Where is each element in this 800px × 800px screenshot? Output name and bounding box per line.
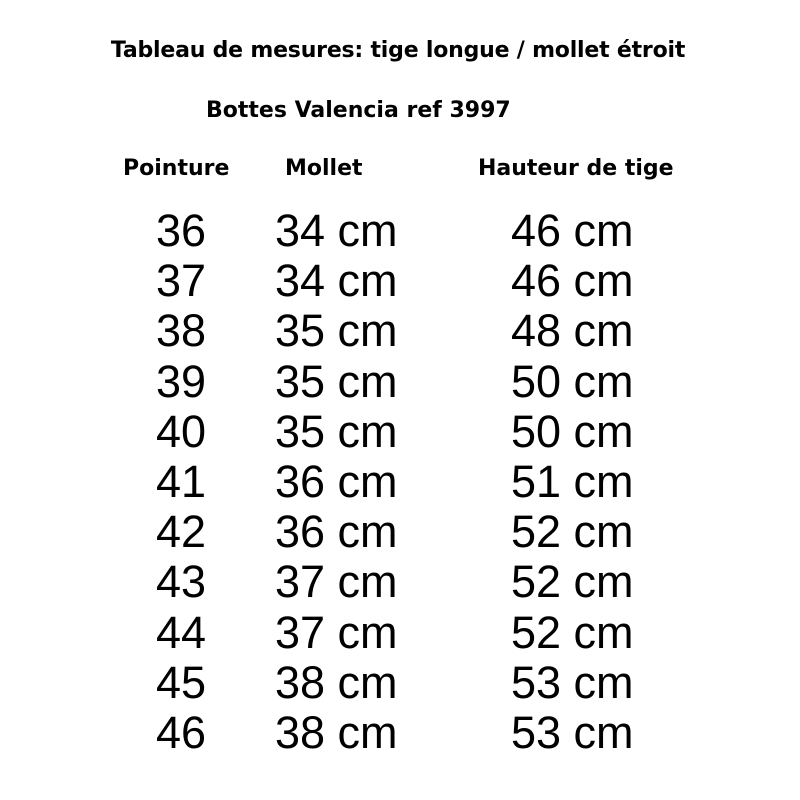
table-row xyxy=(0,457,800,507)
shaft-height-cell: 52 cm xyxy=(511,506,634,558)
calf-cell: 38 cm xyxy=(275,656,398,708)
size-cell: 40 xyxy=(156,405,207,457)
size-cell: 42 xyxy=(156,506,207,558)
calf-cell: 35 cm xyxy=(275,305,398,357)
table-row xyxy=(0,608,800,658)
table-row xyxy=(0,306,800,356)
shaft-height-cell: 46 cm xyxy=(511,205,634,256)
table-row xyxy=(0,206,800,256)
column-header-shaft-height: Hauteur de tige xyxy=(478,156,674,181)
size-cell: 46 xyxy=(156,706,207,758)
calf-cell: 38 cm xyxy=(275,706,398,758)
table-row xyxy=(0,357,800,407)
column-header-size: Pointure xyxy=(123,156,230,181)
calf-cell: 35 cm xyxy=(275,405,398,457)
table-row xyxy=(0,256,800,306)
calf-cell: 34 cm xyxy=(275,255,398,307)
table-row xyxy=(0,507,800,557)
table-row xyxy=(0,557,800,607)
calf-cell: 36 cm xyxy=(275,506,398,558)
table-row xyxy=(0,708,800,758)
shaft-height-cell: 53 cm xyxy=(511,706,634,758)
page-title: Tableau de mesures: tige longue / mollet étroit xyxy=(110,38,686,63)
size-cell: 37 xyxy=(156,255,207,307)
size-cell: 38 xyxy=(156,305,207,357)
measurements-table xyxy=(0,206,800,758)
page-subtitle: Bottes Valencia ref 3997 xyxy=(206,98,511,123)
shaft-height-cell: 50 cm xyxy=(511,405,634,457)
calf-cell: 37 cm xyxy=(275,556,398,608)
size-cell: 41 xyxy=(156,455,207,507)
calf-cell: 37 cm xyxy=(275,606,398,658)
shaft-height-cell: 51 cm xyxy=(511,455,634,507)
shaft-height-cell: 52 cm xyxy=(511,556,634,608)
shaft-height-cell: 50 cm xyxy=(511,355,634,407)
calf-cell: 34 cm xyxy=(275,205,398,256)
calf-cell: 36 cm xyxy=(275,455,398,507)
size-cell: 36 xyxy=(156,205,207,256)
size-cell: 44 xyxy=(156,606,207,658)
calf-cell: 35 cm xyxy=(275,355,398,407)
shaft-height-cell: 52 cm xyxy=(511,606,634,658)
shaft-height-cell: 53 cm xyxy=(511,656,634,708)
size-cell: 43 xyxy=(156,556,207,608)
shaft-height-cell: 48 cm xyxy=(511,305,634,357)
table-row xyxy=(0,407,800,457)
shaft-height-cell: 46 cm xyxy=(511,255,634,307)
column-header-calf: Mollet xyxy=(285,156,363,181)
table-row xyxy=(0,658,800,708)
size-cell: 39 xyxy=(156,355,207,407)
size-cell: 45 xyxy=(156,656,207,708)
